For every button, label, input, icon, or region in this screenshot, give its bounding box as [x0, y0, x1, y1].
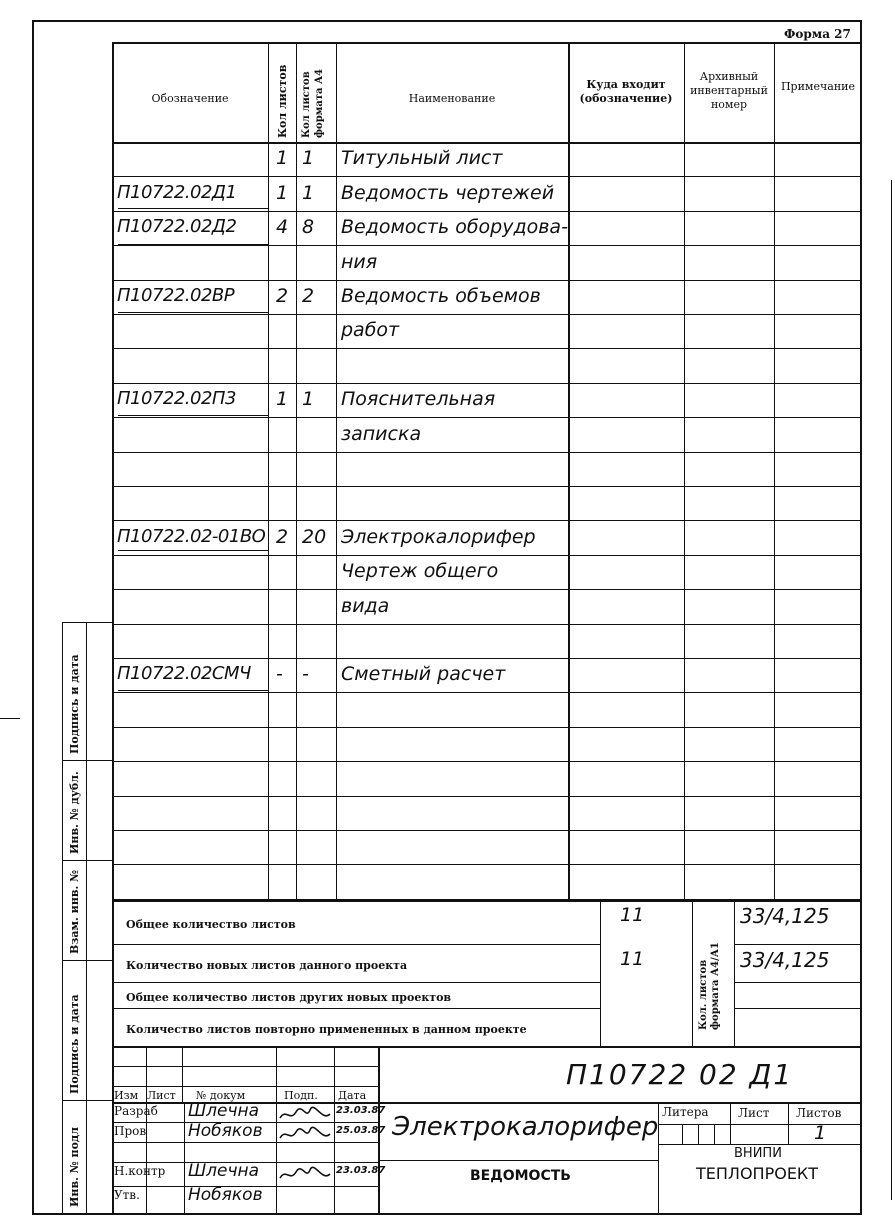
header-a4-count: Кол листов формата А4	[301, 68, 325, 138]
stamp-role: Н.контр	[114, 1164, 166, 1178]
side-label: Подпись и дата	[68, 994, 81, 1094]
column-rule	[336, 42, 337, 900]
outer-frame-right	[860, 20, 862, 1215]
stamp-title-handwritten: Электрокалорифер	[392, 1112, 659, 1142]
entry-underline	[118, 244, 268, 245]
row-designation: П10722.02Д2	[117, 216, 237, 237]
row-a4: 1	[302, 147, 315, 169]
outer-frame-bottom	[32, 1213, 862, 1215]
row-name: Сметный расчет	[341, 663, 506, 685]
entry-underline	[118, 208, 268, 209]
stamp-col-data: Дата	[338, 1089, 367, 1102]
stamp-role: Пров	[114, 1124, 147, 1138]
table-row-rule	[112, 727, 862, 728]
row-sheets: 1	[276, 388, 289, 410]
summary-a4-rule	[734, 1008, 862, 1009]
column-rule	[684, 42, 685, 900]
row-a4: 8	[302, 216, 315, 238]
summary-top-rule	[112, 900, 862, 902]
table-row-rule	[112, 658, 862, 659]
summary-a4-rule	[734, 944, 862, 945]
row-name: Ведомость оборудова-	[341, 216, 568, 238]
table-row-rule	[112, 692, 862, 693]
table-row-rule	[112, 830, 862, 831]
stamp-rule	[112, 1066, 380, 1067]
row-name: Пояснительная	[341, 388, 496, 410]
summary-a4-header: Кол. листов формата А4/А1	[698, 942, 721, 1030]
stamp-list-label: Лист	[738, 1106, 770, 1120]
signature-scribble	[278, 1166, 334, 1184]
stamp-col	[184, 1102, 185, 1213]
summary-col-rule	[734, 900, 735, 1046]
stamp-name: Нобяков	[188, 1185, 263, 1205]
stamp-col	[682, 1124, 683, 1144]
stamp-col	[146, 1046, 147, 1213]
stamp-org-line1: ВНИПИ	[734, 1146, 782, 1161]
row-name: Ведомость объемов	[341, 285, 541, 307]
header-sheets-count: Кол листов	[276, 64, 289, 138]
stamp-rule	[380, 1160, 658, 1161]
stamp-col-doc: № докум	[196, 1089, 246, 1102]
row-sheets: 1	[276, 147, 289, 169]
stamp-date: 23.03.87	[336, 1105, 386, 1116]
table-row-rule	[112, 624, 862, 625]
stamp-col	[334, 1046, 335, 1213]
row-name: вида	[341, 595, 390, 617]
header-bottom-rule	[112, 142, 862, 144]
row-sheets: 4	[276, 216, 289, 238]
stamp-col-podp: Подп.	[284, 1089, 318, 1102]
table-row-rule	[112, 761, 862, 762]
inner-frame-top	[112, 42, 862, 44]
side-strip-rule	[86, 622, 87, 1213]
summary-label: Общее количество листов других новых проектов	[126, 991, 452, 1004]
side-strip-rule	[62, 960, 112, 961]
stamp-listov-label: Листов	[796, 1106, 842, 1120]
column-rule	[568, 42, 570, 900]
side-strip-rule	[62, 760, 112, 761]
summary-label: Общее количество листов	[126, 918, 296, 931]
row-designation: П10722.02ВР	[117, 285, 235, 306]
table-row-rule	[112, 796, 862, 797]
table-row-rule	[112, 520, 862, 521]
stamp-rule	[658, 1144, 862, 1145]
summary-value: 11	[620, 904, 645, 926]
stamp-col	[698, 1124, 699, 1144]
side-label: Взам. инв. №	[68, 869, 81, 954]
header-archive: Архивный инвентарный номер	[690, 70, 768, 111]
stamp-org-line2: ТЕПЛОПРОЕКТ	[696, 1164, 819, 1183]
table-row-rule	[112, 314, 862, 315]
header-name: Наименование	[408, 92, 496, 105]
row-sheets: 2	[276, 285, 289, 307]
stamp-rule	[658, 1124, 862, 1125]
row-name: записка	[341, 423, 422, 445]
row-a4: -	[302, 663, 309, 685]
row-name: ния	[341, 251, 378, 273]
summary-value: 11	[620, 948, 645, 970]
row-name: Титульный лист	[341, 147, 503, 169]
form-label: Форма 27	[784, 27, 851, 41]
stamp-doc-title: ВЕДОМОСТЬ	[470, 1168, 571, 1184]
side-strip-rule	[62, 1100, 112, 1101]
table-row-rule	[112, 383, 862, 384]
row-designation: П10722.02СМЧ	[117, 663, 251, 684]
header-where-used: Куда входит (обозначение)	[579, 78, 673, 105]
side-label: Инв. № дубл.	[68, 771, 81, 854]
fold-mark	[0, 718, 20, 719]
stamp-listov-value: 1	[814, 1122, 827, 1144]
table-row-rule	[112, 452, 862, 453]
row-a4: 1	[302, 388, 315, 410]
stamp-col	[788, 1102, 789, 1144]
stamp-name: Шлечна	[188, 1101, 260, 1121]
stamp-name: Шлечна	[188, 1161, 260, 1181]
stamp-role: Разраб	[114, 1104, 158, 1118]
inner-frame-left	[112, 42, 114, 1213]
table-row-rule	[112, 864, 862, 865]
side-strip-rule	[62, 860, 112, 861]
summary-label: Количество новых листов данного проекта	[126, 959, 408, 972]
stamp-date: 23.03.87	[336, 1165, 386, 1176]
entry-underline	[118, 550, 268, 551]
side-label: Подпись и дата	[68, 654, 81, 754]
table-row-rule	[112, 486, 862, 487]
row-name: Электрокалорифер	[341, 526, 536, 548]
row-sheets: 2	[276, 526, 289, 548]
edge-line	[891, 180, 892, 1200]
summary-row-rule	[112, 1008, 600, 1009]
column-rule	[268, 42, 269, 900]
row-name: работ	[341, 319, 400, 341]
stamp-litera: Литера	[662, 1105, 709, 1119]
summary-label: Количество листов повторно примененных в данном проекте	[126, 1023, 527, 1036]
side-label: Инв. № подл	[68, 1126, 81, 1207]
stamp-col	[182, 1046, 183, 1102]
summary-a4-rule	[734, 982, 862, 983]
row-a4: 2	[302, 285, 315, 307]
stamp-code: П10722 02 Д1	[566, 1058, 794, 1091]
table-row-rule	[112, 348, 862, 349]
table-row-rule	[112, 280, 862, 281]
stamp-name: Нобяков	[188, 1121, 263, 1141]
stamp-rule	[112, 1086, 380, 1087]
row-a4: 1	[302, 182, 315, 204]
summary-col-rule	[600, 900, 601, 1046]
side-strip-rule	[62, 622, 112, 623]
row-name: Чертеж общего	[341, 560, 499, 582]
row-designation: П10722.02-01ВО	[117, 526, 266, 547]
row-a4: 20	[302, 526, 327, 548]
entry-underline	[118, 415, 268, 416]
stamp-top-rule	[112, 1046, 862, 1048]
outer-frame-top	[32, 20, 862, 22]
stamp-col	[714, 1124, 715, 1144]
table-row-rule	[112, 589, 862, 590]
side-strip-rule	[62, 622, 63, 1213]
signature-scribble	[278, 1126, 334, 1144]
stamp-col-izm: Изм	[114, 1089, 139, 1102]
stamp-role: Утв.	[114, 1188, 140, 1202]
stamp-col-list: Лист	[147, 1089, 176, 1102]
table-row-rule	[112, 555, 862, 556]
signature-scribble	[278, 1106, 334, 1124]
header-designation: Обозначение	[151, 92, 229, 105]
column-rule	[774, 42, 775, 900]
row-sheets: -	[276, 663, 283, 685]
row-sheets: 1	[276, 182, 289, 204]
row-designation: П10722.02П3	[117, 388, 236, 409]
table-row-rule	[112, 417, 862, 418]
stamp-col	[730, 1102, 731, 1144]
summary-a4: 33/4,125	[740, 904, 830, 928]
row-designation: П10722.02Д1	[117, 182, 237, 203]
summary-a4: 33/4,125	[740, 948, 830, 972]
stamp-col	[276, 1046, 277, 1213]
summary-col-rule	[692, 900, 693, 1046]
summary-row-rule	[112, 982, 600, 983]
entry-underline	[118, 690, 268, 691]
entry-underline	[118, 312, 268, 313]
column-rule	[296, 42, 297, 900]
stamp-date: 25.03.87	[336, 1125, 386, 1136]
stamp-rule	[112, 1142, 380, 1143]
table-row-rule	[112, 245, 862, 246]
table-row-rule	[112, 176, 862, 177]
table-row-rule	[112, 211, 862, 212]
summary-row-rule	[112, 944, 600, 945]
outer-frame-left	[32, 20, 34, 1215]
row-name: Ведомость чертежей	[341, 182, 555, 204]
header-note: Примечание	[780, 80, 856, 93]
